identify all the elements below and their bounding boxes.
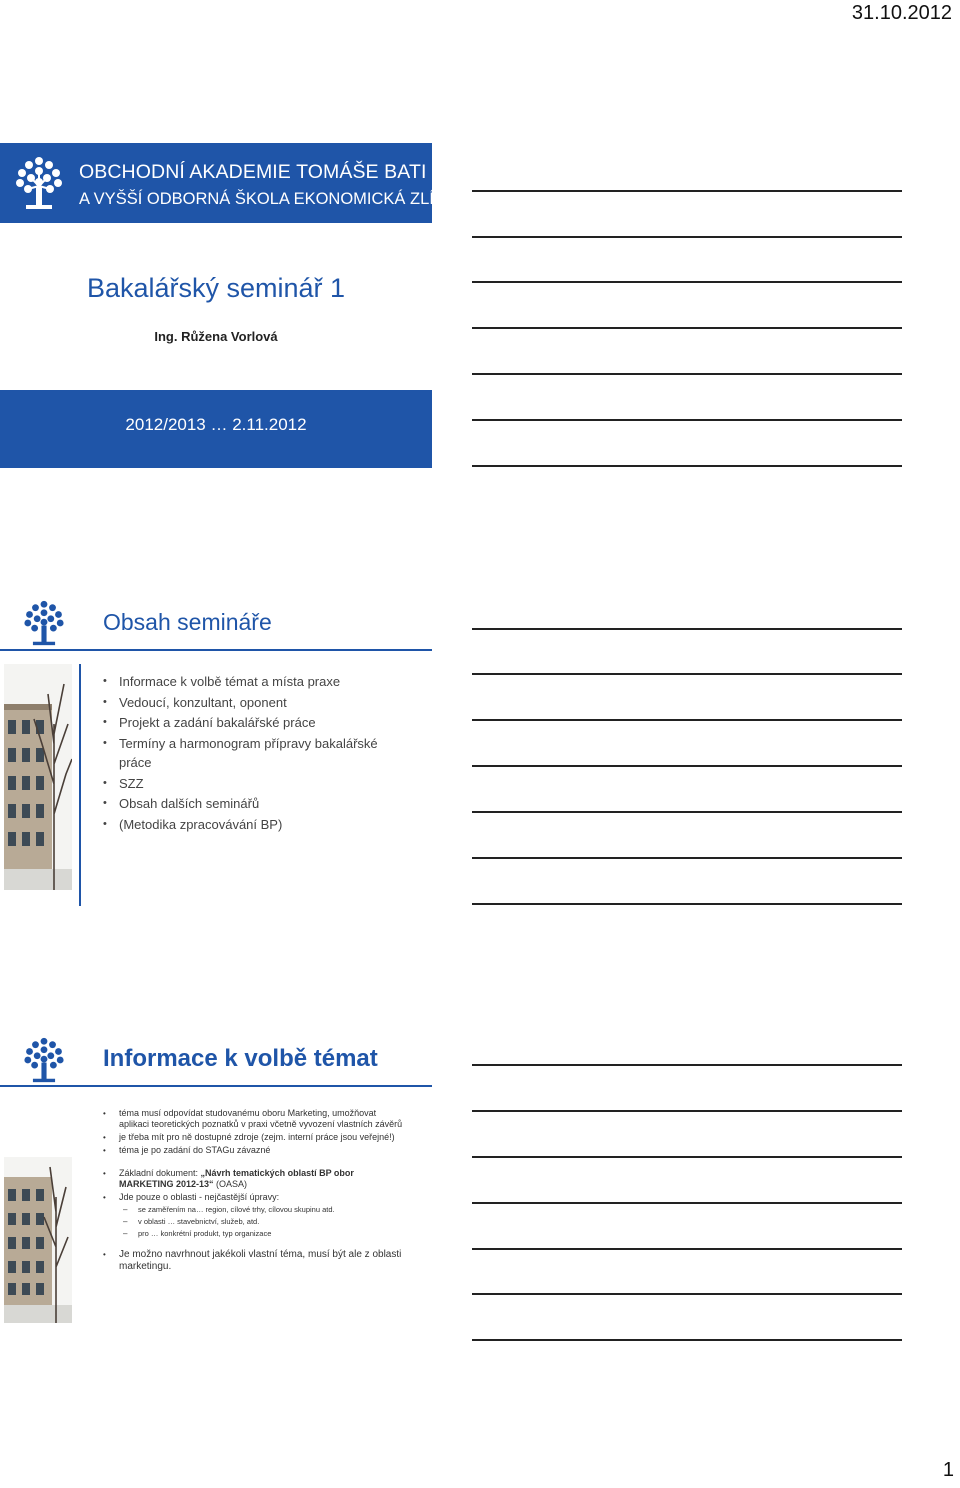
basic-document (103, 1168, 403, 1190)
basic-document-title: „Návrh tematických oblastí BP obor MARKETING 2012-13“ (119, 1168, 354, 1189)
school-header (0, 143, 446, 223)
list-item (103, 1192, 403, 1239)
school-name-line1: OBCHODNÍ AKADEMIE TOMÁŠE BATI (79, 161, 427, 183)
presentation-title: Bakalářský seminář 1 (86, 273, 346, 303)
modifications-label: Jde pouze o oblasti - nejčastější úpravy: (119, 1192, 280, 1202)
page-number: 1 (942, 1459, 954, 1481)
note-line (472, 373, 902, 375)
topic-rules-list (103, 1108, 403, 1156)
presentation-date: 2012/2013 … 2.11.2012 (125, 415, 307, 434)
title-divider (0, 1085, 432, 1087)
school-building-photo (4, 1157, 72, 1323)
list-item: • SZZ (103, 774, 403, 794)
list-item: • Informace k volbě témat a místa praxe (103, 672, 403, 692)
title-divider (0, 649, 432, 651)
list-item: • téma je po zadání do STAGu závazné (103, 1145, 403, 1156)
note-line (472, 765, 902, 767)
note-line (472, 1339, 902, 1341)
note-line (472, 628, 902, 630)
note-line (472, 1202, 902, 1204)
note-line (472, 465, 902, 467)
list-item: • téma musí odpovídat studovanému oboru Marketing, umožňovat aplikaci teoretických poznatků v praxi včetně vyvození vlastních závěrů (103, 1108, 403, 1130)
slide-title-page (0, 143, 446, 468)
slide-title: Informace k volbě témat (103, 1045, 378, 1072)
date-banner (0, 390, 432, 468)
note-line (472, 1156, 902, 1158)
author: Ing. Růžena Vorlová (154, 329, 278, 344)
basic-document-suffix: (OASA) (213, 1179, 248, 1189)
list-item: • Obsah dalších seminářů (103, 794, 403, 814)
note-line (472, 719, 902, 721)
tree-icon (20, 1037, 68, 1083)
school-building-photo (4, 664, 72, 890)
note-line (472, 1248, 902, 1250)
note-line (472, 857, 902, 859)
note-line (472, 190, 902, 192)
list-item: • Je možno navrhnout jakékoli vlastní téma, musí být ale z oblasti marketingu. (103, 1249, 403, 1272)
slide-contents (0, 598, 432, 906)
list-item: • (Metodika zpracovávání BP) (103, 815, 403, 835)
side-divider (79, 664, 81, 906)
sub-list-item: – v oblasti … stavebnictví, služeb, atd. (119, 1217, 403, 1227)
note-line (472, 236, 902, 238)
contents-list (103, 672, 403, 835)
note-line (472, 903, 902, 905)
sub-list-item: – se zaměřením na… region, cílové trhy, cílovou skupinu atd. (119, 1205, 403, 1215)
note-line (472, 811, 902, 813)
school-name-line2: A VYŠŠÍ ODBORNÁ ŠKOLA EKONOMICKÁ ZLÍN (79, 190, 446, 208)
note-line (472, 327, 902, 329)
note-line (472, 419, 902, 421)
list-item: • Projekt a zadání bakalářské práce (103, 713, 403, 733)
slide-topic-selection (0, 1035, 432, 1335)
list-item: • Vedoucí, konzultant, oponent (103, 693, 403, 713)
basic-document-list (103, 1168, 403, 1239)
own-topic-list (103, 1249, 403, 1272)
tree-icon (14, 156, 64, 210)
note-line (472, 673, 902, 675)
note-line (472, 1064, 902, 1066)
basic-document-prefix: Základní dokument: (119, 1168, 201, 1178)
page-date: 31.10.2012 (851, 2, 952, 24)
slide-title: Obsah semináře (103, 609, 272, 635)
sub-list-item: – pro … konkrétní produkt, typ organizace (119, 1229, 403, 1239)
list-item: • Termíny a harmonogram přípravy bakalářské práce (103, 734, 403, 773)
note-line (472, 1110, 902, 1112)
note-line (472, 281, 902, 283)
modifications-sublist (119, 1205, 403, 1239)
note-line (472, 1293, 902, 1295)
tree-icon (20, 600, 68, 646)
topic-content (103, 1108, 403, 1274)
list-item: • je třeba mít pro ně dostupné zdroje (zejm. interní práce jsou veřejné!) (103, 1132, 403, 1143)
